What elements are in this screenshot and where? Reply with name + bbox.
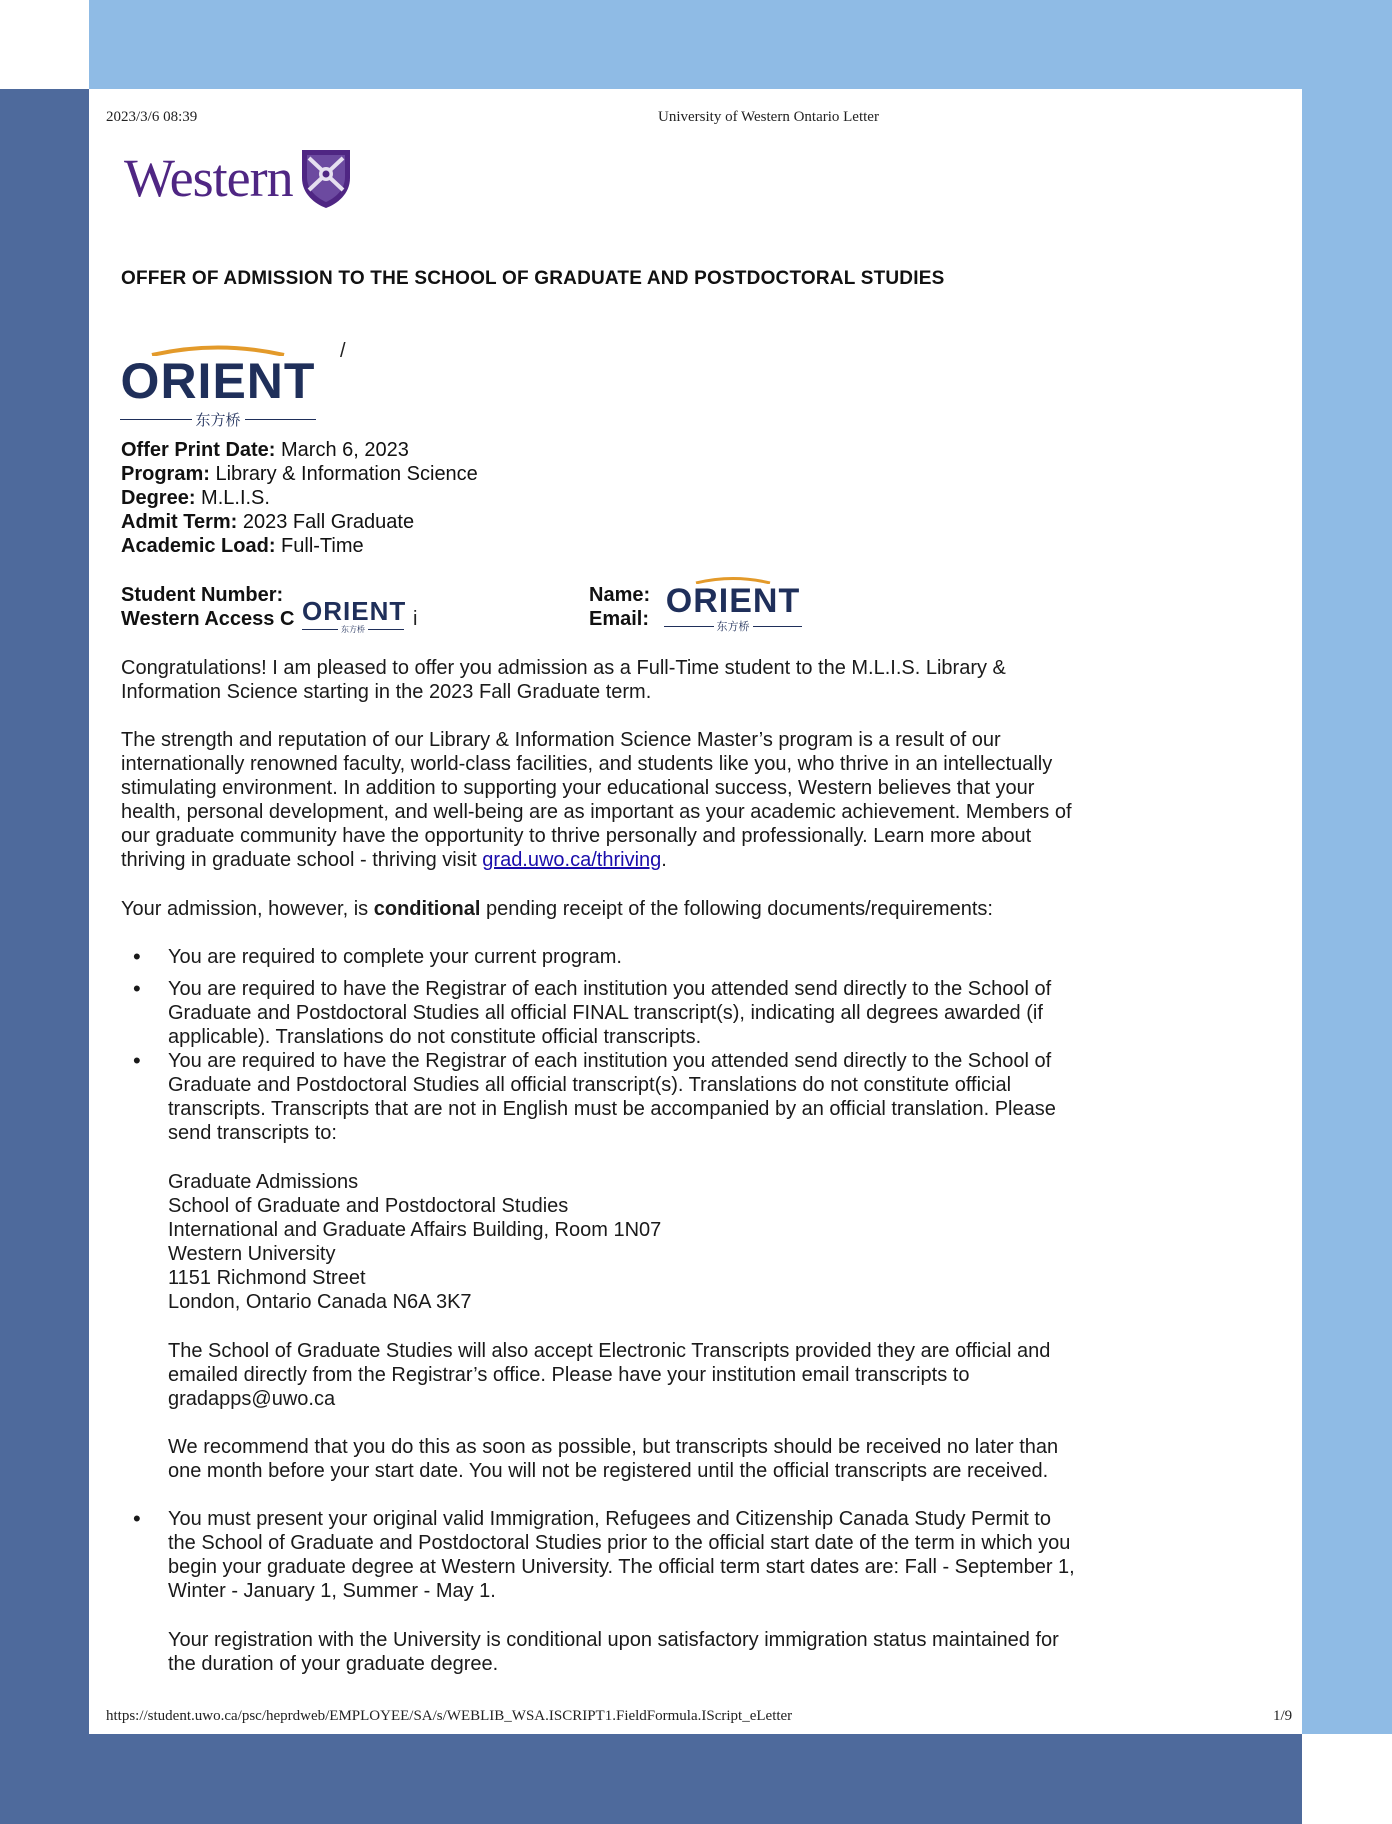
orient-chinese: 东方桥 bbox=[195, 412, 241, 429]
conditional-paragraph: Your admission, however, is conditional pending receipt of the following documents/requirements: bbox=[121, 898, 993, 920]
strength-paragraph: The strength and reputation of our Library & Information Science Master’s program is a result of our internationally renowned faculty, world-class facilities, and students like you, who thrive in an intellectually stimulating environment. In addition to supporting your educational success, Western believes that your health, personal development, and well-being are as important as your academic achievement. Members of our graduate community have the opportunity to thrive personally and professionally. Learn more about thriving in graduate school - thriving visit grad.uwo.ca/thriving. bbox=[121, 729, 1072, 871]
western-logo bbox=[124, 146, 353, 210]
offer-title: OFFER OF ADMISSION TO THE SCHOOL OF GRADUATE AND POSTDOCTORAL STUDIES bbox=[121, 268, 945, 289]
field-admit-term: Admit Term: 2023 Fall Graduate bbox=[121, 511, 415, 533]
address-line: School of Graduate and Postdoctoral Studies bbox=[168, 1195, 569, 1217]
thriving-link[interactable]: grad.uwo.ca/thriving bbox=[482, 849, 662, 871]
page-number: 1/9 bbox=[1273, 1708, 1293, 1724]
orient-word: ORIENT bbox=[120, 353, 316, 409]
doc-title: University of Western Ontario Letter bbox=[658, 109, 879, 125]
bullet-icon: • bbox=[133, 1506, 141, 1531]
field-academic-load: Academic Load: Full-Time bbox=[121, 535, 364, 557]
western-crest-icon bbox=[299, 146, 353, 210]
address-line: 1151 Richmond Street bbox=[168, 1267, 366, 1289]
electronic-transcripts-note: The School of Graduate Studies will also accept Electronic Transcripts provided they are official and emailed directly from the Registrar’s office. Please have your institution email transcripts to gradapps@uwo.ca bbox=[168, 1340, 1051, 1410]
address-line: International and Graduate Affairs Building, Room 1N07 bbox=[168, 1219, 662, 1241]
list-item: • You are required to have the Registrar of each institution you attended send directly to the School of Graduate and Postdoctoral Studies all official transcript(s). Translations do not constitute official transcripts. Transcripts that are not in English must be accompanied by an official translation. Please send transcripts to: bbox=[133, 1048, 1056, 1144]
mailing-address bbox=[121, 1170, 1081, 1314]
orient-logo-large bbox=[120, 344, 316, 430]
name-label: Name: bbox=[589, 584, 651, 606]
address-line: London, Ontario Canada N6A 3K7 bbox=[168, 1291, 472, 1313]
stray-mark: / bbox=[340, 340, 346, 362]
student-number-label: Student Number: bbox=[121, 584, 284, 606]
orient-logo-small-left: ORIENT 东方桥 bbox=[302, 596, 407, 634]
print-datetime: 2023/3/6 08:39 bbox=[106, 109, 198, 125]
recommend-note: We recommend that you do this as soon as possible, but transcripts should be received no later than one month before your start date. You will not be registered until the official transcripts are received. bbox=[168, 1436, 1059, 1482]
list-item: • You must present your original valid Immigration, Refugees and Citizenship Canada Study Permit to the School of Graduate and Postdoctoral Studies prior to the official start date of the term in which you begin your graduate degree at Western University. The official term start dates are: Fall - September 1, Winter - January 1, Summer - May 1. bbox=[133, 1506, 1075, 1602]
field-offer-date: Offer Print Date: March 6, 2023 bbox=[121, 439, 409, 461]
background-dark-left bbox=[0, 89, 89, 1824]
orient-logo-small-right: ORIENT 东方桥 bbox=[664, 576, 802, 634]
bullet-icon: • bbox=[133, 976, 141, 1001]
access-tail: i bbox=[413, 608, 418, 630]
western-wordmark: Western bbox=[124, 148, 293, 208]
list-item: • You are required to have the Registrar of each institution you attended send directly to the School of Graduate and Postdoctoral Studies all official FINAL transcript(s), indicating all degrees awarded (if applicable). Translations do not constitute official transcripts. bbox=[133, 976, 1052, 1048]
address-line: Graduate Admissions bbox=[168, 1171, 359, 1193]
background-dark-bottom bbox=[0, 1734, 1302, 1824]
requirements-list bbox=[121, 945, 1081, 969]
congrats-paragraph: Congratulations! I am pleased to offer you admission as a Full-Time student to the M.L.I.S. Library & Information Science starting in the 2023 Fall Graduate term. bbox=[121, 657, 1006, 703]
background-corner bbox=[1302, 1734, 1392, 1824]
bullet-icon: • bbox=[133, 1048, 141, 1073]
offer-fields bbox=[121, 438, 1081, 558]
footer-url: https://student.uwo.ca/psc/heprdweb/EMPLOYEE/SA/s/WEBLIB_WSA.ISCRIPT1.FieldFormula.IScript_eLetter bbox=[106, 1708, 793, 1724]
registration-note: Your registration with the University is conditional upon satisfactory immigration status maintained for the duration of your graduate degree. bbox=[168, 1629, 1059, 1675]
field-program: Program: Library & Information Science bbox=[121, 463, 478, 485]
western-access-label: Western Access C bbox=[121, 608, 295, 630]
field-degree: Degree: M.L.I.S. bbox=[121, 487, 270, 509]
bullet-icon: • bbox=[133, 944, 141, 969]
list-item: • You are required to complete your current program. bbox=[133, 944, 622, 969]
address-line: Western University bbox=[168, 1243, 336, 1265]
email-label: Email: bbox=[589, 608, 650, 630]
